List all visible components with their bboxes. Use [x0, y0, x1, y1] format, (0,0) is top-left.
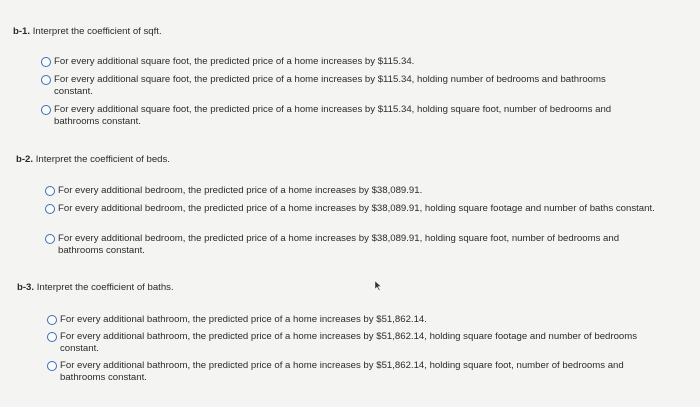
question-heading — [13, 26, 162, 37]
option-text: For every additional bathroom, the predicted price of a home increases by $51,862.14. — [60, 314, 427, 325]
radio-button[interactable] — [45, 186, 55, 196]
question-heading — [16, 154, 170, 165]
option-b3-3[interactable] — [47, 360, 627, 384]
option-text: For every additional bedroom, the predicted price of a home increases by $38,089.91. — [58, 185, 423, 196]
option-b1-2[interactable] — [41, 74, 626, 98]
question-prompt: Interpret the coefficient of baths. — [36, 282, 174, 293]
question-number: b-1. — [13, 26, 31, 37]
question-number: b-3. — [17, 282, 35, 293]
option-text: For every additional bathroom, the predicted price of a home increases by $51,862.14, holding square foot, number of bedrooms and bathrooms constant. — [60, 360, 624, 383]
option-text: For every additional bedroom, the predicted price of a home increases by $38,089.91, holding square foot, number of bedrooms and bathrooms constant. — [58, 233, 620, 256]
option-text: For every additional square foot, the predicted price of a home increases by $115.34, holding square foot, number of bedrooms and bathrooms constant. — [54, 104, 612, 127]
radio-button[interactable] — [47, 315, 57, 325]
option-text: For every additional square foot, the predicted price of a home increases by $115.34, holding number of bedrooms and bathrooms constant. — [54, 74, 606, 97]
option-text: For every additional bedroom, the predicted price of a home increases by $38,089.91, holding square footage and number of baths constant. — [58, 203, 655, 214]
option-b2-1[interactable] — [45, 185, 645, 197]
radio-button[interactable] — [41, 105, 51, 115]
option-b3-1[interactable] — [47, 314, 647, 326]
radio-button[interactable] — [47, 332, 57, 342]
option-b2-3[interactable] — [45, 233, 625, 257]
radio-button[interactable] — [47, 361, 57, 371]
question-prompt: Interpret the coefficient of beds. — [35, 154, 170, 165]
radio-button[interactable] — [41, 75, 51, 85]
option-text: For every additional square foot, the predicted price of a home increases by $115.34. — [54, 56, 415, 67]
option-b1-1[interactable] — [41, 56, 641, 68]
radio-button[interactable] — [45, 204, 55, 214]
question-heading — [17, 282, 174, 293]
option-b1-3[interactable] — [41, 104, 626, 128]
mouse-pointer-icon — [374, 281, 382, 291]
option-b2-2[interactable] — [45, 203, 655, 215]
question-number: b-2. — [16, 154, 34, 165]
question-prompt: Interpret the coefficient of sqft. — [32, 26, 162, 37]
radio-button[interactable] — [41, 57, 51, 67]
radio-button[interactable] — [45, 234, 55, 244]
option-b3-2[interactable] — [47, 331, 657, 355]
option-text: For every additional bathroom, the predicted price of a home increases by $51,862.14, holding square footage and number of bedrooms constant. — [60, 331, 638, 354]
